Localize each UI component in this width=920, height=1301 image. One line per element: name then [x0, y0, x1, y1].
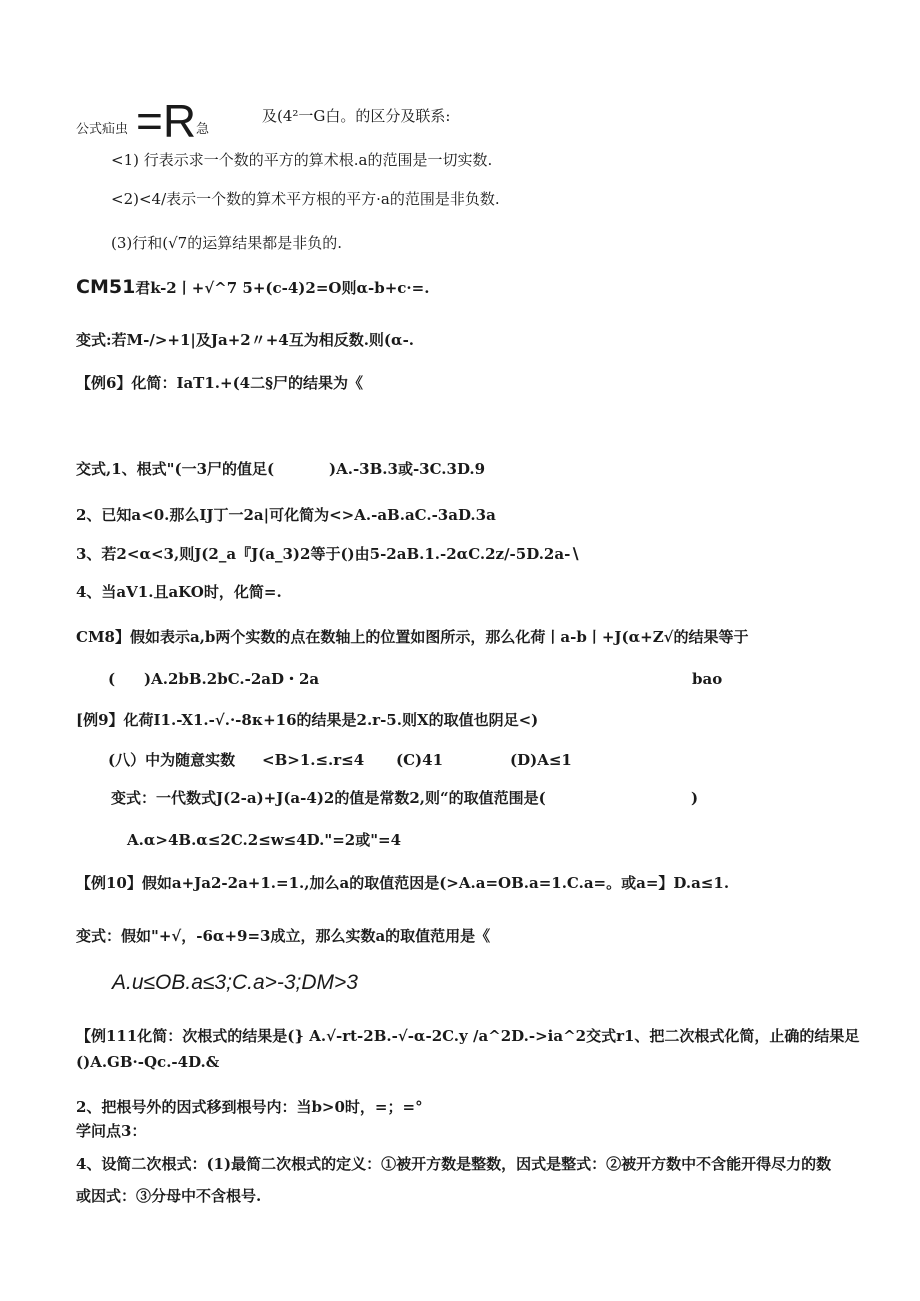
example-9-option-a: (八）中为随意实数 — [108, 751, 236, 769]
variant-6-3: 3、若2<α<3,则J(2_a『J(a_3)2等于()由5-2aB.1.-2αC.2z∕-5D.2a-∖ — [76, 545, 580, 563]
variant-6-1 — [76, 459, 486, 479]
definition-line-2: 或因式：③分母中不含根号. — [76, 1187, 262, 1205]
example-9-option-c: (C)41 — [396, 751, 444, 769]
example-5-text: 君k-2丨+√^7 5+(c-4)2=O则α-b+c·=. — [135, 279, 430, 297]
example-10: 【例10】假如a+Ja2-2a+1.=1.,加么a的取值范因是(>A.a=OB.a=1.C.a=。或a=】D.a≤1. — [76, 874, 730, 892]
variant-9-options: A.α>4B.α≤2C.2≤w≤4D."=2或"=4 — [127, 831, 402, 849]
variant-11-2: 2、把根号外的因式移到根号内：当b>0时，=；=° — [76, 1098, 423, 1116]
note-line-3: (3)行和(√7的运算结果都是非负的. — [111, 234, 342, 252]
definition-line-1: 4、设简二次根式：(1)最简二次根式的定义：①被开方数是整数，因式是整式：②被开方数中不含能开得尽力的数 — [76, 1155, 832, 1173]
note-line-2: <2)<4/表示一个数的算术平方根的平方·a的范围是非负数. — [111, 190, 500, 208]
formula-heading-suffix: 急 — [196, 122, 210, 137]
variant-6-1-question: 交式,1、根式"(一3尸的值足( — [76, 460, 275, 478]
example-9-option-b: <B>1.≤.r≤4 — [262, 751, 365, 769]
variant-9-close: ) — [691, 789, 699, 807]
example-9-options — [108, 750, 572, 770]
variant-6-4: 4、当aV1.且aKO时，化简=. — [76, 583, 282, 601]
variant-6-1-options: )A.-3B.3或-3C.3D.9 — [329, 460, 486, 478]
example-8: CM8】假如表示a,b两个实数的点在数轴上的位置如图所示，那么化荷丨a-b丨+J(α+Z√的结果等于 — [76, 628, 749, 646]
formula-heading-glyph: =R — [136, 95, 197, 147]
variant-9 — [111, 788, 699, 808]
example-9-option-d: (D)A≤1 — [510, 751, 572, 769]
variant-9-question: 变式：一代数式J(2-a)+J(a-4)2的值是常数2,则“的取值范围是( — [111, 789, 546, 807]
variant-10: 变式：假如"+√，-6α+9=3成立，那么实数a的取值范用是《 — [76, 927, 491, 945]
example-5 — [76, 277, 429, 298]
formula-heading-text: 及(4²一G白。的区分及联系: — [262, 107, 451, 125]
variant-5: 变式:若M-/>+1|及Ja+2〃+4互为相反数.则(α-. — [76, 331, 415, 349]
note-line-1: <1) 行表示求一个数的平方的算术根.a的范围是一切实数. — [111, 151, 493, 169]
example-9: [例9】化荷I1.-X1.-√.·-8κ+16的结果是2.r-5.则X的取值也阴足<) — [76, 711, 539, 729]
example-11: 【例111化简：次根式的结果是(} A.√-rt-2B.-√-α-2C.y /a^2D.->ia^2交式r1、把二次根式化简，止确的结果足 — [76, 1027, 860, 1045]
knowledge-point-3: 学问点3： — [76, 1122, 147, 1140]
example-5-label: CM51 — [76, 276, 136, 298]
formula-heading-label: 公式疝虫 — [76, 122, 129, 137]
example-6: 【例6】化简：IaT1.+(4二§尸的结果为《 — [76, 374, 363, 392]
example-8-choices: )A.2bB.2bC.-2aD・2a — [144, 670, 320, 688]
number-line-labels: bao — [692, 670, 723, 688]
example-11-options: ()A.GB·-Qc.-4D.& — [76, 1053, 220, 1071]
variant-10-options: A.u≤OB.a≤3;C.a>-3;DM>3 — [112, 971, 358, 994]
example-8-blank: ( — [108, 670, 116, 688]
example-8-options — [108, 669, 320, 689]
variant-6-2: 2、已知a<0.那么IJ丁一2a|可化简为<>A.-aB.aC.-3aD.3a — [76, 506, 496, 524]
